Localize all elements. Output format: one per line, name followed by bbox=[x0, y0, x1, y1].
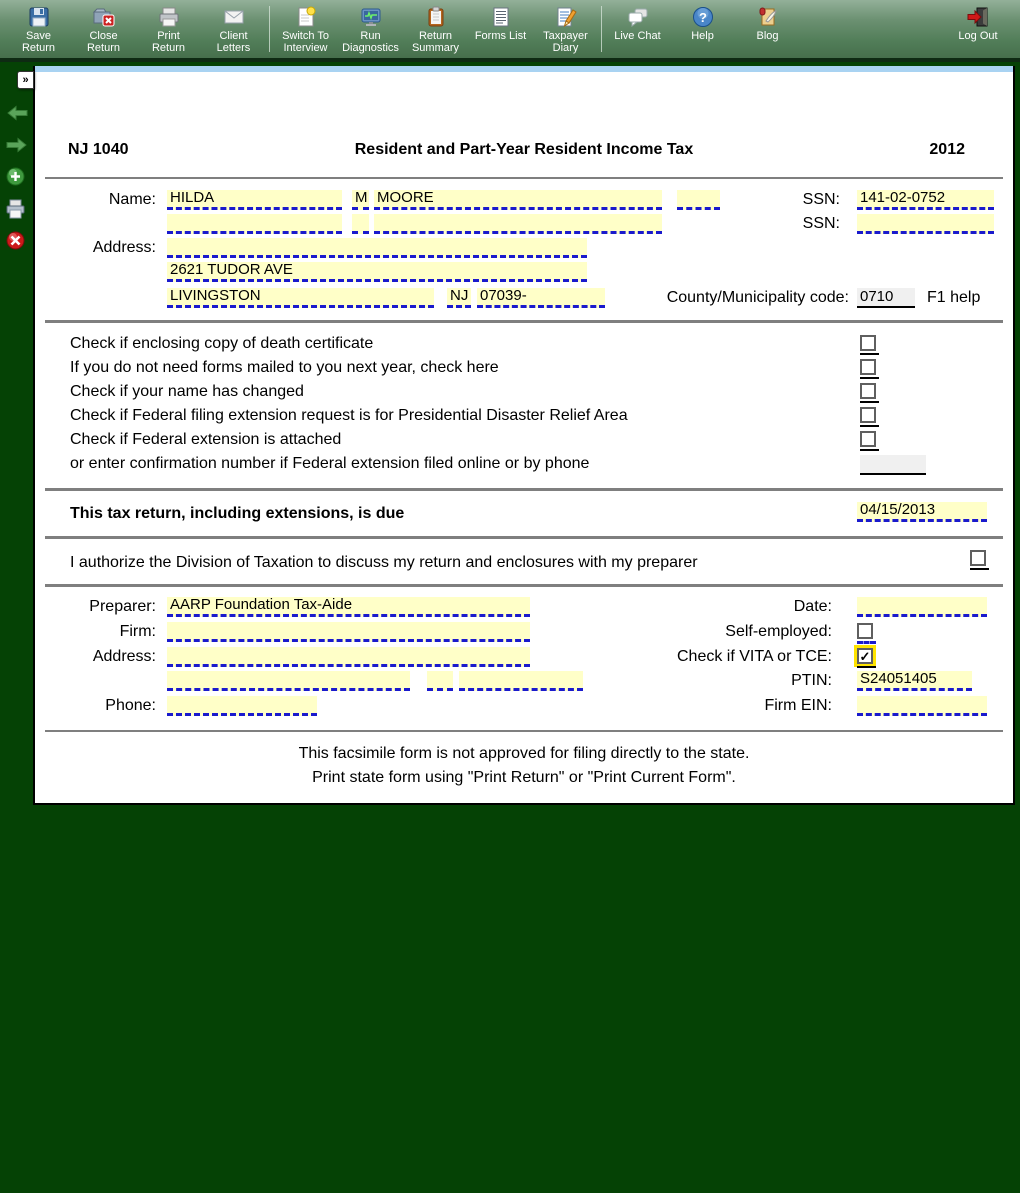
spouse-first-name-field[interactable] bbox=[167, 214, 342, 234]
toolbar-divider bbox=[269, 6, 270, 52]
diary-icon bbox=[554, 4, 578, 30]
printer-icon bbox=[5, 206, 26, 223]
preparer-address1-field[interactable] bbox=[167, 647, 530, 667]
f1-help-text: F1 help bbox=[927, 289, 981, 306]
toolbar-label: Return bbox=[21, 42, 56, 55]
last-name-field[interactable]: MOORE bbox=[374, 190, 662, 210]
client-letters-button[interactable] bbox=[201, 4, 266, 58]
toolbar-label: Return bbox=[418, 30, 453, 42]
log-out-button[interactable] bbox=[942, 4, 1014, 58]
blog-icon bbox=[756, 4, 780, 30]
toolbar-label: Taxpayer bbox=[543, 30, 588, 42]
blog-button[interactable] bbox=[735, 4, 800, 58]
vita-tce-checkbox[interactable] bbox=[857, 648, 873, 664]
firm-field[interactable] bbox=[167, 622, 530, 642]
vita-tce-label: Check if VITA or TCE: bbox=[676, 648, 832, 665]
first-name-field[interactable]: HILDA bbox=[167, 190, 342, 210]
print-icon bbox=[157, 4, 181, 30]
extension-attached-label: Check if Federal extension is attached bbox=[70, 431, 342, 448]
divider bbox=[45, 320, 1003, 323]
county-code-label: County/Municipality code: bbox=[666, 289, 849, 306]
divider bbox=[45, 177, 1003, 179]
red-x-icon bbox=[6, 237, 25, 254]
svg-text:?: ? bbox=[698, 10, 707, 25]
name-changed-label: Check if your name has changed bbox=[70, 383, 304, 400]
toolbar-label: Interview bbox=[283, 42, 328, 55]
address-label: Address: bbox=[92, 239, 156, 256]
suffix-field[interactable] bbox=[677, 190, 720, 210]
city-field[interactable]: LIVINGSTON bbox=[167, 288, 434, 308]
toolbar-label: Return bbox=[86, 42, 121, 55]
divider bbox=[45, 536, 1003, 539]
switch-to-interview-button[interactable] bbox=[273, 4, 338, 58]
middle-initial-field[interactable]: M bbox=[352, 190, 369, 210]
county-code-field[interactable]: 0710 bbox=[857, 288, 915, 308]
main-toolbar bbox=[0, 0, 1020, 62]
divider bbox=[45, 730, 1003, 732]
name-label: Name: bbox=[108, 191, 156, 208]
toolbar-label: Switch To bbox=[282, 30, 329, 42]
firm-label: Firm: bbox=[119, 623, 156, 640]
toolbar-label: Log Out bbox=[958, 30, 998, 42]
form-id: NJ 1040 bbox=[68, 141, 129, 158]
nj1040-form-page bbox=[33, 66, 1015, 805]
save-return-button[interactable] bbox=[6, 4, 71, 58]
save-icon bbox=[27, 4, 51, 30]
confirmation-number-label: or enter confirmation number if Federal extension filed online or by phone bbox=[70, 455, 590, 472]
toolbar-label: Return bbox=[151, 42, 186, 55]
toolbar-label: Blog bbox=[756, 30, 779, 42]
firm-ein-field[interactable] bbox=[857, 696, 987, 716]
toolbar-label: Live Chat bbox=[614, 30, 661, 42]
disaster-relief-label: Check if Federal filing extension request is for Presidential Disaster Relief Area bbox=[70, 407, 628, 424]
ptin-label: PTIN: bbox=[791, 672, 832, 689]
ssn-field[interactable]: 141-02-0752 bbox=[857, 190, 994, 210]
divider bbox=[45, 488, 1003, 491]
help-button[interactable] bbox=[670, 4, 735, 58]
preparer-state-field[interactable] bbox=[427, 671, 453, 691]
death-certificate-label: Check if enclosing copy of death certificate bbox=[70, 335, 374, 352]
due-date-field[interactable]: 04/15/2013 bbox=[857, 502, 987, 522]
disaster-relief-checkbox[interactable] bbox=[860, 407, 876, 423]
print-return-button[interactable] bbox=[136, 4, 201, 58]
self-employed-checkbox[interactable] bbox=[857, 623, 873, 639]
add-plus-icon bbox=[6, 173, 25, 190]
spouse-last-name-field[interactable] bbox=[374, 214, 662, 234]
toolbar-label: Diagnostics bbox=[342, 42, 399, 55]
live-chat-button[interactable] bbox=[605, 4, 670, 58]
spouse-ssn-field[interactable] bbox=[857, 214, 994, 234]
taxpayer-diary-button[interactable] bbox=[533, 4, 598, 58]
toolbar-label: Save bbox=[25, 30, 52, 42]
ssn2-label: SSN: bbox=[802, 215, 840, 232]
page-title: Resident and Part-Year Resident Income Tax bbox=[354, 141, 694, 158]
help-icon bbox=[691, 4, 715, 30]
summary-icon bbox=[424, 4, 448, 30]
form-top-scrollbar[interactable] bbox=[35, 66, 1013, 72]
forms-list-button[interactable] bbox=[468, 4, 533, 58]
interview-icon bbox=[294, 4, 318, 30]
toolbar-label: Letters bbox=[216, 42, 251, 55]
preparer-city-field[interactable] bbox=[167, 671, 410, 691]
toolbar-label: Summary bbox=[411, 42, 460, 55]
self-employed-label: Self-employed: bbox=[725, 623, 832, 640]
due-date-label: This tax return, including extensions, is due bbox=[70, 505, 405, 522]
letters-icon bbox=[222, 4, 246, 30]
forms-list-icon bbox=[489, 4, 513, 30]
divider bbox=[45, 584, 1003, 587]
toolbar-label: Diary bbox=[552, 42, 579, 55]
ssn-label: SSN: bbox=[802, 191, 840, 208]
state-field[interactable]: NJ bbox=[447, 288, 471, 308]
ptin-field[interactable]: S24051405 bbox=[857, 671, 972, 691]
zip-field[interactable]: 07039- bbox=[477, 288, 605, 308]
log-out-icon bbox=[966, 4, 990, 30]
phone-label: Phone: bbox=[105, 697, 156, 714]
nav-forward-button[interactable] bbox=[6, 137, 28, 158]
chat-icon bbox=[626, 4, 650, 30]
confirmation-number-field[interactable] bbox=[860, 455, 926, 475]
preparer-address-label: Address: bbox=[92, 648, 156, 665]
address-line2-field[interactable]: 2621 TUDOR AVE bbox=[167, 262, 587, 282]
preparer-name-field[interactable]: AARP Foundation Tax-Aide bbox=[167, 597, 530, 617]
preparer-label: Preparer: bbox=[89, 598, 156, 615]
toolbar-label: Client bbox=[219, 30, 248, 42]
return-summary-button[interactable] bbox=[403, 4, 468, 58]
back-arrow-icon bbox=[6, 108, 28, 125]
close-return-button[interactable] bbox=[71, 4, 136, 58]
phone-field[interactable] bbox=[167, 696, 317, 716]
toolbar-divider bbox=[601, 6, 602, 52]
no-forms-mailed-label: If you do not need forms mailed to you next year, check here bbox=[70, 359, 499, 376]
nav-back-button[interactable] bbox=[6, 105, 28, 126]
form-year: 2012 bbox=[929, 141, 965, 158]
diagnostics-icon bbox=[359, 4, 383, 30]
authorize-preparer-checkbox[interactable] bbox=[970, 550, 986, 566]
death-certificate-checkbox[interactable] bbox=[860, 335, 876, 351]
facsimile-warning-line2: Print state form using "Print Return" or "Print Current Form". bbox=[312, 769, 736, 786]
close-icon bbox=[92, 4, 116, 30]
toolbar-label: Run bbox=[360, 30, 381, 42]
toolbar-label: Forms List bbox=[474, 30, 527, 42]
forward-arrow-icon bbox=[6, 140, 28, 157]
toolbar-label: Close bbox=[89, 30, 118, 42]
address-line1-field[interactable] bbox=[167, 238, 587, 258]
authorize-preparer-label: I authorize the Division of Taxation to discuss my return and enclosures with my preparer bbox=[70, 554, 698, 571]
name-changed-checkbox[interactable] bbox=[860, 383, 876, 399]
sidebar-expand-button[interactable]: » bbox=[17, 71, 34, 89]
firm-ein-label: Firm EIN: bbox=[764, 697, 832, 714]
run-diagnostics-button[interactable] bbox=[338, 4, 403, 58]
extension-attached-checkbox[interactable] bbox=[860, 431, 876, 447]
delete-form-button[interactable] bbox=[6, 231, 25, 255]
no-forms-mailed-checkbox[interactable] bbox=[860, 359, 876, 375]
toolbar-label: Print bbox=[157, 30, 180, 42]
facsimile-warning-line1: This facsimile form is not approved for filing directly to the state. bbox=[298, 745, 750, 762]
preparer-zip-field[interactable] bbox=[459, 671, 583, 691]
preparer-date-field[interactable] bbox=[857, 597, 987, 617]
add-form-button[interactable] bbox=[6, 167, 25, 191]
preparer-date-label: Date: bbox=[793, 598, 832, 615]
checkmark-icon: ✓ bbox=[859, 649, 871, 664]
toolbar-label: Help bbox=[691, 30, 714, 42]
print-form-button[interactable] bbox=[5, 199, 26, 224]
spouse-middle-initial-field[interactable] bbox=[352, 214, 369, 234]
